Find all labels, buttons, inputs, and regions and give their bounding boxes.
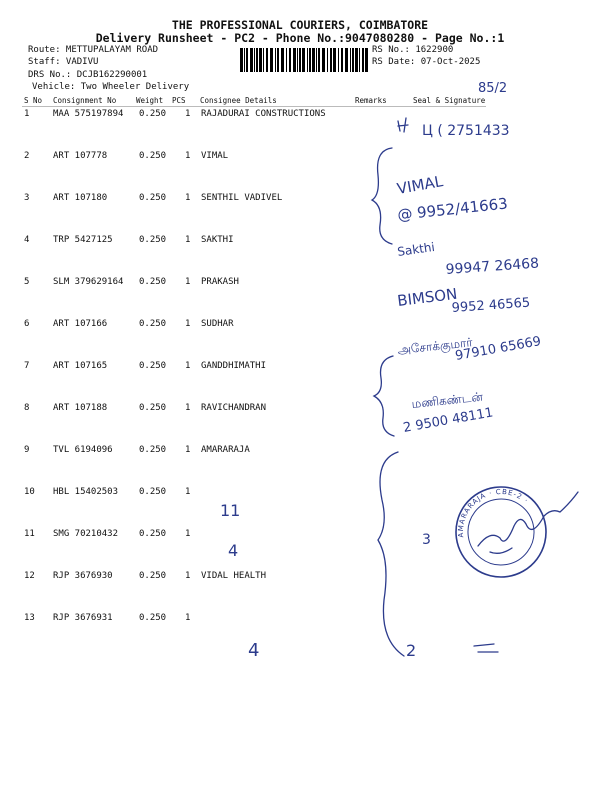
row-sno: 4: [24, 235, 30, 245]
hw-row1-phone: Ц ( 2751433: [422, 123, 510, 139]
hw-phone-row7: 97910 65669: [454, 334, 543, 364]
brace-rows-2-3: [372, 148, 392, 244]
row-pcs: 1: [185, 571, 191, 581]
row-weight: 0.250: [139, 319, 167, 329]
hw-sakthi-phone: 99947 26468: [445, 255, 540, 278]
hw-vimal: VIMAL: [395, 172, 445, 198]
row-consignee: SUDHAR: [201, 319, 234, 329]
row-weight: 0.250: [139, 487, 167, 497]
hw-mark-row11: 4: [228, 541, 239, 560]
row-consignment: SMG 70210432: [53, 529, 119, 539]
row-consignee: SENTHIL VADIVEL: [201, 193, 283, 203]
row-consignee: AMARARAJA: [201, 445, 250, 455]
row-consignee: PRAKASH: [201, 277, 239, 287]
row-weight: 0.250: [139, 613, 167, 623]
row-weight: 0.250: [139, 361, 167, 371]
row-consignment: SLM 379629164: [53, 277, 124, 287]
row-weight: 0.250: [139, 109, 167, 119]
hw-tamil-name-2: மணிகண்டன்: [410, 389, 484, 411]
row-consignee: RAVICHANDRAN: [201, 403, 267, 413]
row-pcs: 1: [185, 319, 191, 329]
hw-bimson-phone: 9952 46565: [451, 295, 531, 316]
row-consignment: RJP 3676930: [53, 571, 113, 581]
row-sno: 2: [24, 151, 30, 161]
drs-number: DRS No.: DCJB162290001: [28, 70, 148, 80]
rs-date: RS Date: 07-Oct-2025: [372, 57, 481, 67]
runsheet-subtitle: Delivery Runsheet - PC2 - Phone No.:9047080280 - Page No.:1: [95, 31, 505, 45]
row-consignment: ART 107165: [53, 361, 108, 371]
col-header-remarks: Remarks: [355, 96, 387, 105]
row-sno: 5: [24, 277, 30, 287]
hw-mark-3: 3: [422, 532, 431, 548]
row-pcs: 1: [185, 403, 191, 413]
hw-mark-2: 2: [406, 641, 417, 660]
col-header-consignment: Consignment No: [53, 96, 117, 105]
row-consignment: ART 107778: [53, 151, 108, 161]
row-pcs: 1: [185, 151, 191, 161]
row-consignment: TRP 5427125: [53, 235, 113, 245]
row-pcs: 1: [185, 235, 191, 245]
row-weight: 0.250: [139, 571, 167, 581]
row-consignee: SAKTHI: [201, 235, 234, 245]
amararaja-stamp: [450, 481, 552, 583]
row-pcs: 1: [185, 193, 191, 203]
col-header-consignee: Consignee Details: [200, 96, 277, 105]
row-weight: 0.250: [139, 235, 167, 245]
row-consignment: ART 107180: [53, 193, 108, 203]
hw-phone-row8: 2 9500 48111: [402, 405, 495, 436]
row-sno: 11: [24, 529, 35, 539]
row-pcs: 1: [185, 529, 191, 539]
col-header-pcs: PCS: [172, 96, 186, 105]
row-pcs: 1: [185, 487, 191, 497]
row-weight: 0.250: [139, 403, 167, 413]
row-sno: 6: [24, 319, 30, 329]
stamp-ring-text: AMARARAJA · CBE-2 ·: [456, 487, 531, 538]
row-consignment: TVL 6194096: [53, 445, 113, 455]
row-pcs: 1: [185, 445, 191, 455]
hw-sakthi: Sakthi: [396, 239, 436, 259]
hw-mark-row10: 11: [220, 501, 241, 520]
staff-label: Staff: VADIVU: [28, 57, 99, 67]
rs-number: RS No.: 1622900: [372, 45, 454, 55]
row-consignment: ART 107166: [53, 319, 108, 329]
hw-page-ref: 85/2: [478, 81, 508, 96]
row-weight: 0.250: [139, 193, 167, 203]
route-label: Route: METTUPALAYAM ROAD: [28, 45, 159, 55]
brace-rows-10-13: [378, 452, 404, 656]
row-sno: 7: [24, 361, 30, 371]
row-pcs: 1: [185, 613, 191, 623]
row-consignment: ART 107188: [53, 403, 108, 413]
signature-scribble-2: [490, 548, 512, 553]
row-consignment: RJP 3676931: [53, 613, 113, 623]
row-sno: 10: [24, 487, 35, 497]
row-sno: 12: [24, 571, 35, 581]
brace-rows-7-8: [374, 356, 394, 436]
row-weight: 0.250: [139, 277, 167, 287]
row-sno: 8: [24, 403, 30, 413]
hw-tamil-name-1: அசோக்குமார்: [396, 335, 474, 357]
row-sno: 1: [24, 109, 30, 119]
row-consignment: HBL 15402503: [53, 487, 119, 497]
row-consignee: VIMAL: [201, 151, 229, 161]
col-header-weight: Weight: [136, 96, 164, 105]
dash-mark: [474, 644, 498, 652]
row-pcs: 1: [185, 109, 191, 119]
hw-vimal-phone: @ 9952/41663: [396, 194, 509, 224]
vehicle-label: Vehicle: Two Wheeler Delivery: [32, 82, 190, 92]
row-sno: 9: [24, 445, 30, 455]
scribble-mark-row1: [398, 118, 408, 132]
row-consignment: MAA 575197894: [53, 109, 124, 119]
row-sno: 3: [24, 193, 30, 203]
row-weight: 0.250: [139, 151, 167, 161]
row-consignee: RAJADURAI CONSTRUCTIONS: [201, 109, 326, 119]
col-header-sno: S No: [24, 96, 43, 105]
row-pcs: 1: [185, 277, 191, 287]
hw-mark-row13: 4: [248, 640, 260, 661]
company-title: THE PROFESSIONAL COURIERS, COIMBATORE: [171, 18, 429, 32]
hw-bimson: BIMSON: [396, 284, 459, 310]
row-consignee: VIDAL HEALTH: [201, 571, 267, 581]
row-weight: 0.250: [139, 529, 167, 539]
row-sno: 13: [24, 613, 35, 623]
col-header-seal-signature: Seal & Signature: [413, 96, 486, 105]
row-consignee: GANDDHIMATHI: [201, 361, 267, 371]
row-pcs: 1: [185, 361, 191, 371]
row-weight: 0.250: [139, 445, 167, 455]
